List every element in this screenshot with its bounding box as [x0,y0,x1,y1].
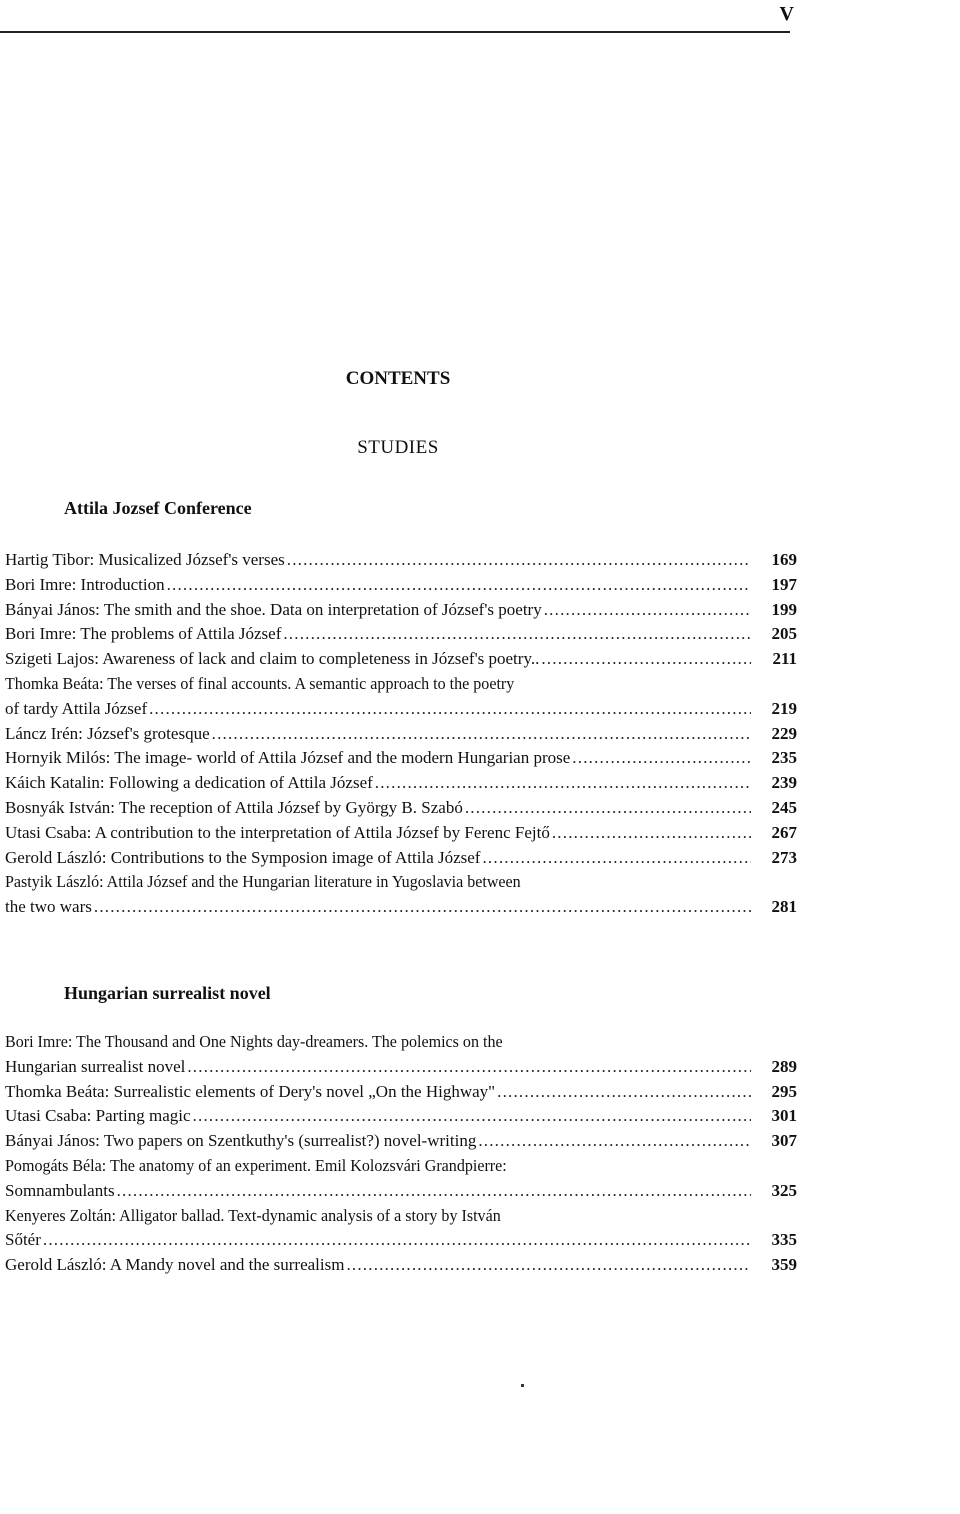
toc-entry-text-line: Pomogáts Béla: The anatomy of an experiment. Emil Kolozsvári Grandpierre: [5,1155,507,1175]
toc-entry-title: Utasi Csaba: A contribution to the interpretation of Attila József by Ferenc Fejtő [5,822,550,842]
toc-entry [5,598,797,623]
toc-entry-page-number: 197 [771,574,797,594]
toc-entry-title: Szigeti Lajos: Awareness of lack and claim to completeness in József's poetry.. [5,649,540,669]
studies-heading: STUDIES [357,437,439,458]
toc-entry-page-number: 273 [771,847,797,867]
dot-leader [94,895,751,920]
toc-entry-title: Bányai János: The smith and the shoe. Data on interpretation of József's poetry [5,599,542,619]
toc-entry-page-number: 235 [771,748,797,768]
toc-entry-last-line [5,1104,797,1129]
toc-entry-title: Bori Imre: The problems of Attila József [5,624,282,644]
toc-entry [5,1030,797,1080]
toc-entry-page-number: 295 [771,1081,797,1101]
toc-entry-last-line [5,846,797,871]
dot-leader [149,697,751,722]
toc-entry [5,1104,797,1129]
dot-leader [287,548,751,573]
section-title-2: Hungarian surrealist novel [64,983,271,1003]
contents-title: CONTENTS [345,368,451,389]
toc-entry-page-number: 267 [771,822,797,842]
toc-entry [5,1080,797,1105]
toc-entry-title: the two wars [5,897,92,917]
dot-leader [572,746,751,771]
toc-entry-last-line [5,1228,797,1253]
toc-entry-page-number: 289 [771,1056,797,1076]
toc-entry-last-line [5,573,797,598]
toc-entry-last-line [5,746,797,771]
toc-entry-page-number: 281 [771,897,797,917]
toc-entry [5,1253,797,1278]
dot-leader [465,796,751,821]
toc-entry-last-line [5,647,797,672]
toc-entry-page-number: 205 [771,624,797,644]
toc-entry-title: Bori Imre: Introduction [5,574,165,594]
toc-entry-last-line [5,548,797,573]
dot-leader [283,622,751,647]
toc-entry-last-line [5,895,797,920]
toc-entry-page-number: 229 [771,723,797,743]
toc-entry-page-number: 219 [771,698,797,718]
toc-entry-title: Hartig Tibor: Musicalized József's verses [5,550,285,569]
toc-entry-text-line: Pastyik László: Attila József and the Hungarian literature in Yugoslavia between [5,872,521,892]
toc-entry [5,672,797,722]
toc-entry-last-line [5,821,797,846]
toc-entry-title: Hungarian surrealist novel [5,1056,186,1076]
toc-entry-page-number: 307 [771,1131,797,1151]
toc-entry-page-number: 239 [771,773,797,793]
dot-leader [187,1055,751,1080]
toc-entry-title: Gerold László: A Mandy novel and the surrealism [5,1255,345,1275]
toc-entry-page-number: 301 [771,1106,797,1126]
toc-entry-title: Somnambulants [5,1180,115,1200]
toc-entry-last-line [5,598,797,623]
toc-entry [5,821,797,846]
toc-entry-title: Bányai János: Two papers on Szentkuthy's (surrealist?) novel-writing [5,1131,477,1151]
toc-entry-last-line [5,1179,797,1204]
dot-leader [167,573,751,598]
toc-entry-last-line [5,697,797,722]
dot-leader [212,722,751,747]
dot-leader [497,1080,751,1105]
stray-mark [521,1384,524,1387]
toc-entry-page-number: 169 [771,550,797,569]
toc-entry-title: of tardy Attila József [5,698,148,718]
dot-leader [482,846,751,871]
toc-entry-text-line: Kenyeres Zoltán: Alligator ballad. Text-dynamic analysis of a story by István [5,1205,501,1225]
toc-entry [5,1154,797,1204]
dot-leader [43,1228,751,1253]
toc-entry-title: Utasi Csaba: Parting magic [5,1106,191,1126]
toc-entry-last-line [5,1080,797,1105]
toc-entry-text-line: Bori Imre: The Thousand and One Nights day-dreamers. The polemics on the [5,1032,503,1051]
toc-entry [5,846,797,871]
toc-entry [5,647,797,672]
toc-entry [5,548,797,573]
toc-entry-title: Bosnyák István: The reception of Attila József by György B. Szabó [5,797,463,817]
toc-entry [5,722,797,747]
toc-entry-last-line [5,1129,797,1154]
toc-list-1 [5,548,797,920]
toc-entry [5,573,797,598]
dot-leader [544,598,751,623]
toc-entry-page-number: 245 [771,797,797,817]
toc-entry-page-number: 359 [771,1255,797,1275]
dot-leader [375,771,751,796]
dot-leader [193,1104,751,1129]
toc-list-2 [5,1030,797,1278]
toc-entry-last-line [5,771,797,796]
toc-entry [5,1204,797,1254]
toc-entry-last-line [5,796,797,821]
toc-entry-last-line [5,1253,797,1278]
toc-entry-page-number: 325 [771,1180,797,1200]
dot-leader [541,647,751,672]
toc-entry [5,796,797,821]
toc-entry-title: Láncz Irén: József's grotesque [5,723,210,743]
toc-entry-title: Thomka Beáta: Surrealistic elements of Dery's novel „On the Highway" [5,1081,496,1101]
section-title-1: Attila Jozsef Conference [64,498,252,518]
toc-entry-title: Hornyik Milós: The image- world of Attila József and the modern Hungarian prose [5,748,571,768]
toc-entry-page-number: 199 [771,599,797,619]
toc-entry-last-line [5,722,797,747]
toc-entry [5,870,797,920]
toc-entry [5,622,797,647]
dot-leader [117,1179,751,1204]
toc-entry-title: Gerold László: Contributions to the Symposion image of Attila József [5,847,481,867]
dot-leader [552,821,751,846]
dot-leader [478,1129,751,1154]
toc-entry-text-line: Thomka Beáta: The verses of final accounts. A semantic approach to the poetry [5,673,515,693]
toc-entry [5,1129,797,1154]
dot-leader [346,1253,751,1278]
toc-entry-title: Sőtér [5,1230,41,1250]
toc-entry [5,746,797,771]
toc-entry-page-number: 335 [771,1230,797,1250]
toc-entry [5,771,797,796]
toc-entry-last-line [5,622,797,647]
toc-entry-page-number: 211 [772,649,797,669]
toc-entry-last-line [5,1055,797,1080]
toc-entry-title: Káich Katalin: Following a dedication of Attila József [5,773,373,793]
page-number: V [779,3,794,25]
header-rule [0,31,790,33]
